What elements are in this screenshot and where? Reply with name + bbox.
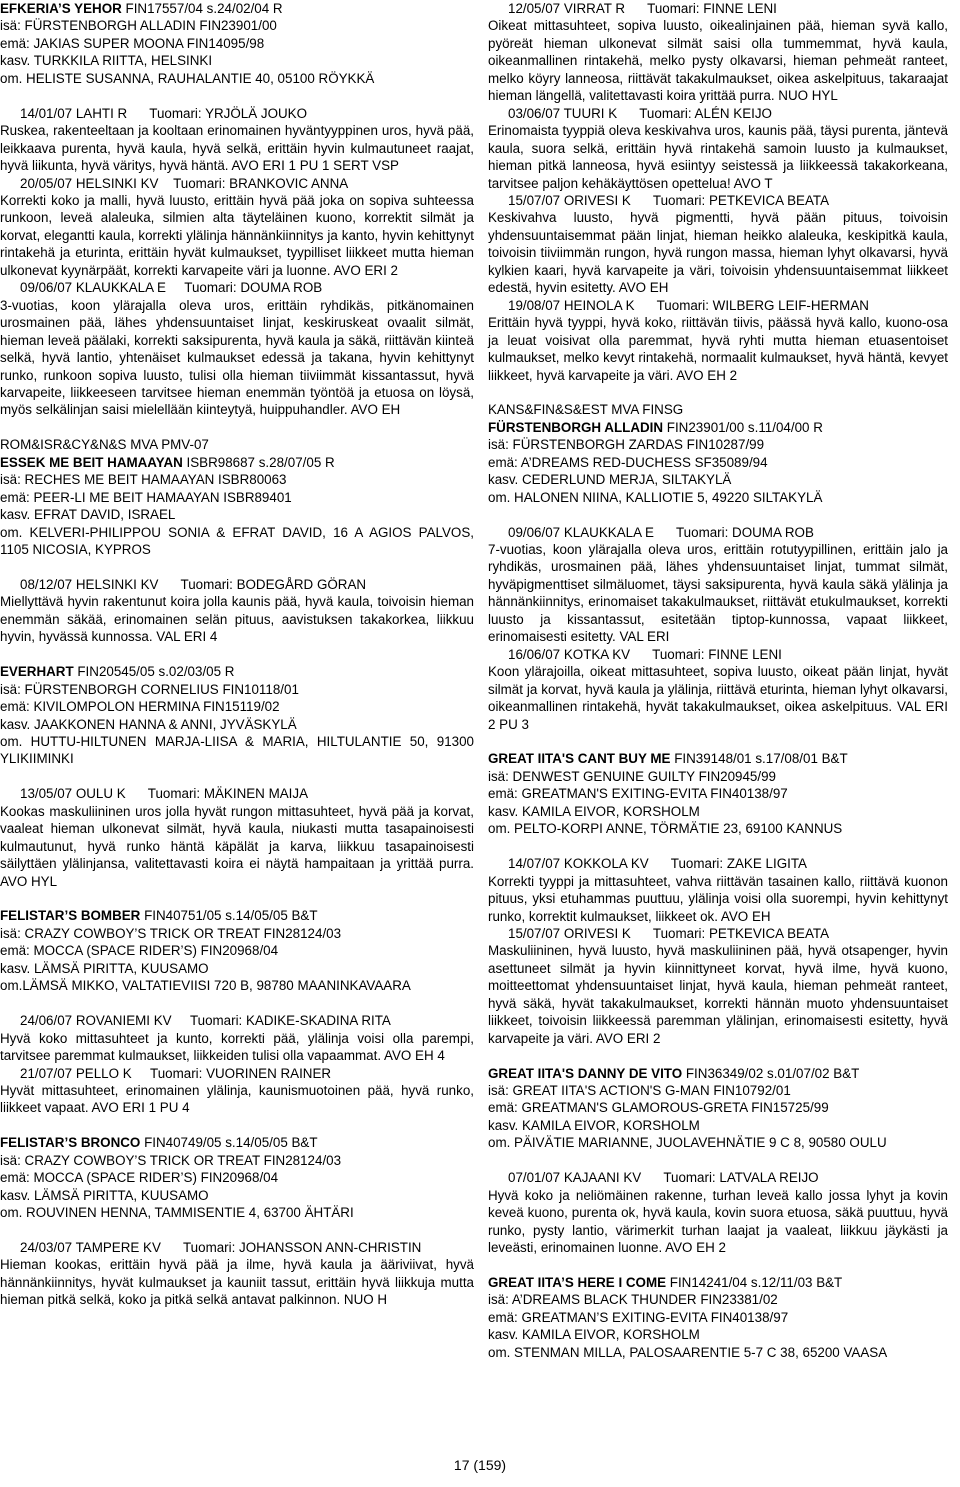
dog-entry-felistars-bronco bbox=[0, 1134, 474, 1151]
breeder-line: kasv. TURKKILA RIITTA, HELSINKI bbox=[0, 53, 213, 69]
breeder-line: kasv. KAMILA EIVOR, KORSHOLM bbox=[488, 803, 700, 819]
dam-line: emä: KIVILOMPOLON HERMINA FIN15119/02 bbox=[0, 699, 280, 715]
dog-entry-great-iitas-here-i-come bbox=[488, 1274, 948, 1291]
show-heading: 21/07/07 PELLO K Tuomari: VUORINEN RAINER bbox=[20, 1065, 332, 1081]
dog-registration: FIN40751/05 s.14/05/05 B&T bbox=[140, 908, 318, 924]
dog-name: GREAT IITA'S DANNY DE VITO bbox=[488, 1065, 683, 1081]
dog-name: FELISTAR’S BRONCO bbox=[0, 1135, 141, 1151]
show-heading: 09/06/07 KLAUKKALA E Tuomari: DOUMA ROB bbox=[20, 280, 323, 296]
critique-text: Kookas maskuliininen uros jolla hyvät rungon mittasuhteet, hyvä pää ja korvat, vaaleat hieman ulkonevat silmät, hyvä kaula, niukasti mutta tasapainoisesti kulmautunut, hyvä runko häntä käpälät ja karva, liikkuu tasapainoisesti säilyttäen ylälinjansa, valitettavasti koira ei näytä hampaitaan ja yrittää purra. AVO HYL bbox=[0, 803, 474, 889]
dam-line: emä: GREATMAN'S EXITING-EVITA FIN40138/97 bbox=[488, 786, 788, 802]
show-heading: 07/01/07 KAJAANI KV Tuomari: LATVALA REIJO bbox=[508, 1170, 819, 1186]
show-heading: 16/06/07 KOTKA KV Tuomari: FINNE LENI bbox=[508, 646, 782, 662]
page-number: 17 (159) bbox=[453, 1457, 507, 1473]
dog-name: GREAT IITA'S CANT BUY ME bbox=[488, 751, 671, 767]
show-heading: 19/08/07 HEINOLA K Tuomari: WILBERG LEIF-HERMAN bbox=[508, 297, 869, 313]
sire-line: isä: FÜRSTENBORGH CORNELIUS FIN10118/01 bbox=[0, 681, 299, 697]
sire-line: isä: CRAZY COWBOY’S TRICK OR TREAT FIN28124/03 bbox=[0, 925, 342, 941]
critique-text: Korrekti koko ja malli, hyvä luusto, erittäin hyvä pää joka on sopiva suhteessa runkoon, leveä alaleuka, silmien alta täyteläinen kuono, korrektit silmät ja korvat, elegantti kaula, korrekti ylälinja hännänkiinnitys ja kanto, hyvin kehittynyt rintakehä ja eturinta, erittäin hyvät kulmaukset, tyypilliset liikkeet mutta hieman ulkonevat kyynärpäät, korrekti karvapeite väri ja luonne. AVO ERI 2 bbox=[0, 192, 474, 278]
show-heading: 24/06/07 ROVANIEMI KV Tuomari: KADIKE-SKADINA RITA bbox=[20, 1013, 391, 1029]
dog-registration: FIN23901/00 s.11/04/00 R bbox=[663, 419, 823, 435]
owner-line: om. KELVERI-PHILIPPOU SONIA & EFRAT DAVID, 16 A AGIOS PALVOS, 1105 NICOSIA, KYPROS bbox=[0, 524, 474, 558]
dog-name: GREAT IITA’S HERE I COME bbox=[488, 1274, 667, 1290]
breeder-line: kasv. LÄMSÄ PIRITTA, KUUSAMO bbox=[0, 960, 209, 976]
critique-text: Korrekti tyyppi ja mittasuhteet, vahva riittävän tasainen kallo, riittävä kuonon pituus, yksi etuhammas puuttuu, ylälinja voisi olla suorempi, hyvin kehittynyt runko, korrektit kulmaukset, liikkeet ok. AVO EH bbox=[488, 873, 948, 924]
breeder-line: kasv. CEDERLUND MERJA, SILTAKYLÄ bbox=[488, 472, 732, 488]
dog-name: FELISTAR’S BOMBER bbox=[0, 908, 141, 924]
dam-line: emä: A’DREAMS RED-DUCHESS SF35089/94 bbox=[488, 454, 768, 470]
show-heading: 20/05/07 HELSINKI KV Tuomari: BRANKOVIC ANNA bbox=[20, 175, 349, 191]
owner-line: om. STENMAN MILLA, PALOSAARENTIE 5-7 C 38, 65200 VAASA bbox=[488, 1344, 888, 1360]
sire-line: isä: FÜRSTENBORGH ZARDAS FIN10287/99 bbox=[488, 437, 765, 453]
show-heading: 14/01/07 LAHTI R Tuomari: YRJÖLÄ JOUKO bbox=[20, 105, 308, 121]
dog-name: FÜRSTENBORGH ALLADIN bbox=[488, 419, 664, 435]
show-heading: 13/05/07 OULU K Tuomari: MÄKINEN MAIJA bbox=[20, 786, 308, 802]
owner-line: om. HUTTU-HILTUNEN MARJA-LIISA & MARIA, HILTULANTIE 50, 91300 YLIKIIMINKI bbox=[0, 733, 474, 767]
owner-line: om. PELTO-KORPI ANNE, TÖRMÄTIE 23, 69100 KANNUS bbox=[488, 821, 843, 837]
dog-registration: FIN20545/05 s.02/03/05 R bbox=[73, 664, 235, 680]
left-column bbox=[0, 0, 474, 1309]
breeder-line: kasv. KAMILA EIVOR, KORSHOLM bbox=[488, 1117, 700, 1133]
critique-text: Hyvä koko ja neliömäinen rakenne, turhan leveä kallo jossa lyhyt ja kovin keveä kuono, purenta ok, hyvä kaula, kovin suora etuosa, säkä puuttuu, hyvä runko, pysty lantio, värimerkit turhan laajat ja vaaleat, liikkuu jäykästi ja leveästi, erinomainen luonne. AVO EH 2 bbox=[488, 1187, 948, 1256]
show-heading: 14/07/07 KOKKOLA KV Tuomari: ZAKE LIGITA bbox=[508, 856, 807, 872]
dog-registration: FIN36349/02 s.01/07/02 B&T bbox=[682, 1065, 860, 1081]
critique-text: Erittäin hyvä tyyppi, hyvä koko, riittävän tiivis, päässä hyvä kallo, kuono-osa ja leuat voisivat olla paremmat, hyvä ryhti mutta hieman etuasentoiset kulmaukset, melko kevyt rintakehä, normaalit kulmaukset, hyvä häntä, kevyet liikkeet, hyvä karvapeite ja väri. AVO EH 2 bbox=[488, 315, 948, 383]
breeder-line: kasv. KAMILA EIVOR, KORSHOLM bbox=[488, 1327, 700, 1343]
dam-line: emä: JAKIAS SUPER MOONA FIN14095/98 bbox=[0, 35, 265, 51]
dog-entry-great-iitas-danny-de-vito bbox=[488, 1065, 948, 1082]
dam-line: emä: PEER-LI ME BEIT HAMAAYAN ISBR89401 bbox=[0, 489, 292, 505]
show-heading: 09/06/07 KLAUKKALA E Tuomari: DOUMA ROB bbox=[508, 524, 814, 540]
dog-registration: FIN39148/01 s.17/08/01 B&T bbox=[670, 751, 848, 767]
class-heading: ROM&ISR&CY&N&S MVA PMV-07 bbox=[0, 437, 209, 453]
show-heading: 12/05/07 VIRRAT R Tuomari: FINNE LENI bbox=[508, 1, 777, 16]
sire-line: isä: CRAZY COWBOY’S TRICK OR TREAT FIN28124/03 bbox=[0, 1152, 342, 1168]
dog-entry-felistars-bomber bbox=[0, 907, 474, 924]
sire-line: isä: RECHES ME BEIT HAMAAYAN ISBR80063 bbox=[0, 472, 287, 488]
dog-registration: FIN40749/05 s.14/05/05 B&T bbox=[140, 1135, 318, 1151]
sire-line: isä: GREAT IITA'S ACTION'S G-MAN FIN10792/01 bbox=[488, 1083, 791, 1099]
dog-name: EFKERIA’S YEHOR bbox=[0, 1, 122, 16]
right-column bbox=[488, 0, 948, 1361]
show-heading: 15/07/07 ORIVESI K Tuomari: PETKEVICA BEATA bbox=[508, 192, 830, 208]
dog-entry-furstenborgh-alladin bbox=[488, 419, 948, 436]
dam-line: emä: GREATMAN’S EXITING-EVITA FIN40138/97 bbox=[488, 1309, 789, 1325]
dog-registration: FIN17557/04 s.24/02/04 R bbox=[121, 1, 283, 16]
dog-entry-great-iitas-cant-buy-me bbox=[488, 750, 948, 767]
critique-text: Erinomaista tyyppiä oleva keskivahva uros, kaunis pää, täysi purenta, jäntevä kaula, suora selkä, erittäin hyvä rintakehä samoin luusto ja kulmaukset, hieman pitkä lanneosa, hyvä esiintyy seistessä ja liikkeessä takakorkeana, tarvitsee paljon kehäkäyttösen opettelua! AVO T bbox=[488, 123, 948, 191]
owner-line: om. HELISTE SUSANNA, RAUHALANTIE 40, 05100 RÖYKKÄ bbox=[0, 70, 375, 86]
show-heading: 24/03/07 TAMPERE KV Tuomari: JOHANSSON ANN-CHRISTIN bbox=[20, 1240, 422, 1256]
critique-text: Ruskea, rakenteeltaan ja kooltaan erinomainen hyväntyyppinen uros, hyvä pää, leikkaava purenta, hyvä kaula, hyvä selkä, erittäin hyvin kulmautuneet raajat, hyvä liikunta, hyvä väritys, hyvä häntä. AVO ERI 1 PU 1 SERT VSP bbox=[0, 123, 474, 174]
dog-entry-everhart bbox=[0, 663, 474, 680]
dam-line: emä: MOCCA (SPACE RIDER’S) FIN20968/04 bbox=[0, 943, 279, 959]
dog-entry-essek bbox=[0, 454, 474, 471]
dog-name: EVERHART bbox=[0, 664, 74, 680]
dog-name: ESSEK ME BEIT HAMAAYAN bbox=[0, 454, 183, 470]
critique-text: 7-vuotias, koon ylärajalla oleva uros, erittäin rotutyypillinen, erittäin jalo ja ryhdikäs, urosmainen pää, lähes yhdensuuntaiset linjat, tummat silmät, hyväpigmenttiset silmäluomet, täysi saksipurenta, hyvä kaula säkä ylälinja ja hännänkiinnitys, erinomaiset takakulmaukset, riittävät etukulmaukset, korrekti luusto ja kissantassut, esitetään tiptop-kunnossa, vapaat liikkeet, erinomaisesti esitetty. VAL ERI bbox=[488, 542, 948, 645]
show-heading: 08/12/07 HELSINKI KV Tuomari: BODEGÅRD GÖRAN bbox=[20, 576, 367, 592]
sire-line: isä: A’DREAMS BLACK THUNDER FIN23381/02 bbox=[488, 1292, 778, 1308]
show-heading: 03/06/07 TUURI K Tuomari: ALÉN KEIJO bbox=[508, 105, 772, 121]
dam-line: emä: GREATMAN'S GLAMOROUS-GRETA FIN15725/99 bbox=[488, 1100, 829, 1116]
class-heading: KANS&FIN&S&EST MVA FINSG bbox=[488, 402, 684, 418]
critique-text: Maskuliininen, hyvä luusto, hyvä maskuliininen pää, hyvä otsapenger, hyvin asettuneet silmät ja hyvin kiinnittyneet korvat, hyvä ilme, hyvä kuono, moitteettomat yhdensuuntaiset linjat, hyvä kaula, hieman pehmeät ranteet, hyvä säkä, hyvät takakulmaukset, korrekti hännän muoto yhdensuuntaiset liikkeet, toivoisin liikkeessä paremman ylälinjan, erinomaisesti esitetty, hyvä karvapeite ja väri. AVO ERI 2 bbox=[488, 943, 948, 1046]
owner-line: om.LÄMSÄ MIKKO, VALTATIEVIISI 720 B, 98780 MAANINKAVAARA bbox=[0, 978, 411, 994]
dog-registration: FIN14241/04 s.12/11/03 B&T bbox=[666, 1274, 843, 1290]
dog-registration: ISBR98687 s.28/07/05 R bbox=[182, 454, 335, 470]
breeder-line: kasv. JAAKKONEN HANNA & ANNI, JYVÄSKYLÄ bbox=[0, 716, 297, 732]
critique-text: Keskivahva luusto, hyvä pigmentti, hyvä pään pituus, toivoisin yhdensuuntaisemmat pään linjat, hieman heikko alaleuka, keskipitkä kaula, toivoisin tiiviimmän rungon, hyvä rungon massa, hieman lyhyt olkavarsi, hyvä kylkien kaari, hyvä karvapeite ja väri, toivoisin yhdensuuntaisemmat liikkeet edestä, hyvin esitetty. AVO EH bbox=[488, 210, 948, 296]
critique-text: Hyvä koko mittasuhteet ja kunto, korrekti pää, ylälinja voisi olla parempi, tarvitsee paremmat kulmaukset, liikkeiden tulisi olla vapaammat. AVO EH 4 bbox=[0, 1030, 474, 1064]
critique-text: Hieman kookas, erittäin hyvä pää ja ilme, hyvä kaula ja ääriviivat, hyvä hännänkiinnitys, hyvät kulmaukset ja kauniit tassut, erittäin hyvä liikkuja mutta hieman pitkä selkä, koko ja pitkä selkä antavat palkinnon. NUO H bbox=[0, 1257, 474, 1308]
show-heading: 15/07/07 ORIVESI K Tuomari: PETKEVICA BEATA bbox=[508, 925, 830, 941]
breeder-line: kasv. LÄMSÄ PIRITTA, KUUSAMO bbox=[0, 1187, 209, 1203]
dam-line: emä: MOCCA (SPACE RIDER’S) FIN20968/04 bbox=[0, 1170, 279, 1186]
owner-line: om. HALONEN NIINA, KALLIOTIE 5, 49220 SILTAKYLÄ bbox=[488, 489, 823, 505]
critique-text: 3-vuotias, koon ylärajalla oleva uros, erittäin ryhdikäs, pitkänomainen urosmainen pää, lähes yhdensuuntaiset linjat, keskiruskeat ovaalit silmät, hieman leveä päälaki, korrekti saksipurenta, hyvä kaula ja säkä, riittävän kiinteä selkä, hyvä lantio, yhtenäiset kulmaukset edessä ja takana, hyvin kehittynyt runko, runkoon sopiva luusto, tulisi olla hieman tiiviimmät kissantassut, hyvä karvapeite, liikkeeseen tarvitsee hieman enemmän työntöä ja etuosa on löysä, myös selkälinjan saisi mielellään kiinteytyä, huippuhandler. AVO EH bbox=[0, 297, 474, 418]
critique-text: Oikeat mittasuhteet, sopiva luusto, oikealinjainen pää, hieman syvä kallo, pyöreät hieman ulkonevat silmät saisi olla tummemmat, hyvä kaula, oikeanmallinen rintakehä, melko pysty olkavarsi, hieman pehmeät ranteet, melko köyry lanneosa, riittävät takakulmaukset, oikea askelpituus, takaraajat hieman längellä, valitettavasti koira yrittää purra. NUO HYL bbox=[488, 18, 948, 104]
critique-text: Miellyttävä hyvin rakentunut koira jolla kaunis pää, hyvä kaula, toivoisin hieman enemmän säkää, erinomainen selän pituus, aavistuksen takakorkea, liikkuu hyvin, hyvässä kunnossa. VAL ERI 4 bbox=[0, 594, 474, 645]
sire-line: isä: DENWEST GENUINE GUILTY FIN20945/99 bbox=[488, 768, 776, 784]
critique-text: Koon ylärajoilla, oikeat mittasuhteet, sopiva luusto, oikeat pään linjat, hyvät silmät ja korvat, hyvä kaula ja ylälinja, riittävä eturinta, hieman lyhyt olkavarsi, oikeanmallinen rintakehä, hyvät takakulmaukset, oikea askelpituus. VAL ERI 2 PU 3 bbox=[488, 664, 948, 732]
breeder-line: kasv. EFRAT DAVID, ISRAEL bbox=[0, 507, 176, 523]
owner-line: om. PÄIVÄTIE MARIANNE, JUOLAVEHNÄTIE 9 C 8, 90580 OULU bbox=[488, 1135, 887, 1151]
sire-line: isä: FÜRSTENBORGH ALLADIN FIN23901/00 bbox=[0, 18, 277, 34]
owner-line: om. ROUVINEN HENNA, TAMMISENTIE 4, 63700 ÄHTÄRI bbox=[0, 1205, 354, 1221]
dog-entry-efkerias-yehor bbox=[0, 0, 474, 17]
critique-text: Hyvät mittasuhteet, erinomainen ylälinja, kaunismuotoinen pää, hyvä runko, liikkeet vapaat. AVO ERI 1 PU 4 bbox=[0, 1082, 474, 1116]
